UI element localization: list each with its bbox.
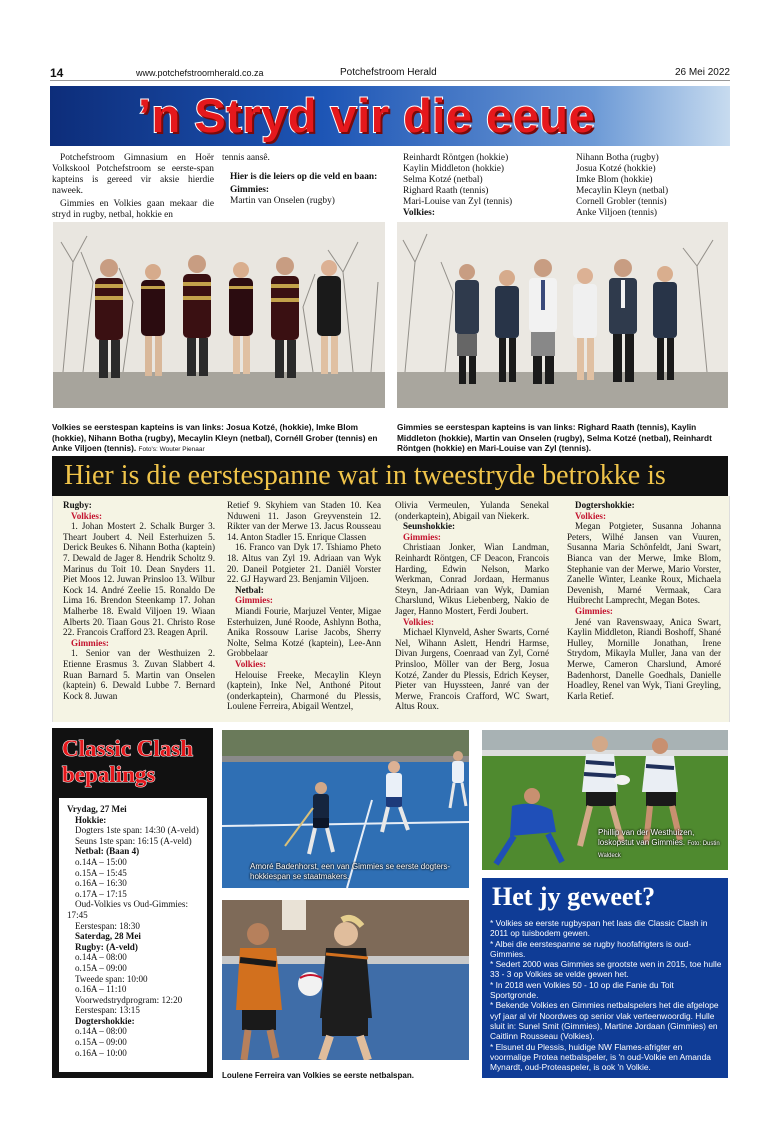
sport-heading: Rugby: xyxy=(63,500,92,510)
intro-col-1 xyxy=(52,153,214,224)
schedule-line: o.16A – 11:10 xyxy=(75,984,127,995)
team-list: 16. Franco van Dyk 17. Tshiamo Pheto 18. Altus van Zyl 19. Adriaan van Wyk 20. Daneil Potgieter 21. Daniël Vorster 22. GJ Hayward 23. Benjamin Viljoen. xyxy=(227,542,381,585)
fact-item: * In 2018 wen Volkies 50 - 10 op die Fanie du Toit Sportgronde. xyxy=(490,979,674,1001)
sport-heading: Netbal: xyxy=(235,584,264,595)
intro-captain: Josua Kotzé (hokkie) xyxy=(576,164,656,175)
schedule-line: o.16A – 16:30 xyxy=(75,878,127,889)
rugby-action-photo xyxy=(482,730,728,870)
clash-title: Classic Clash xyxy=(62,736,193,761)
intro-captain: Imke Blom (hokkie) xyxy=(576,175,653,186)
did-you-know-title: Het jy geweet? xyxy=(492,882,656,911)
roster-col-3 xyxy=(395,500,549,712)
roster-box xyxy=(52,496,730,722)
roster-col-1 xyxy=(63,500,215,701)
team-label: Gimmies: xyxy=(403,531,441,542)
page-number: 14 xyxy=(50,66,64,80)
team-label: Gimmies: xyxy=(575,605,613,616)
schedule-line: Seuns 1ste span: 16:15 (A-veld) xyxy=(75,835,192,846)
schedule-line: o.15A – 09:00 xyxy=(75,1037,127,1048)
schedule-line: Dogtershokkie: xyxy=(75,1015,135,1026)
team-list: Retief 9. Skyhiem van Staden 10. Kea Nduweni 11. Jason Greyvenstein 12. Rikter van der Merwe 13. Jacus Rousseau 14. Anton Stadler 15. Enrique Classen xyxy=(227,500,381,542)
headline: ’n Stryd vir die eeue xyxy=(138,89,596,142)
team-list: Michael Klynveld, Asher Swarts, Corné Nel, Wihann Aslett, Hendri Harmse, Divan Jurgens, Coenraad van Zyl, Corné Prinsloo, Möller van der Berg, Josua Kotzé, Zander du Plessis, Edrich Keyser, Pieter van Huyssteen, Janré van der Merwe, Francois Crafford, WC Swart, Altus Roux. xyxy=(395,627,549,712)
schedule-line: o.14A – 08:00 xyxy=(75,1026,127,1037)
intro-captain: Martin van Onselen (rugby) xyxy=(230,196,335,207)
sport-heading: Dogtershokkie: xyxy=(575,500,635,510)
team-list: 1. Johan Mostert 2. Schalk Burger 3. Theart Joubert 4. Neil Esterhuizen 5. Derick Beukes 6. Nihann Botha (kaptein) 7. Dewald de Jager 8. Hendrik Scholtz 9. Marinus du Toit 10. Dean Snyders 11. Piet Moos 12. Juwan Prinsloo 13. Wilbur Kock 14. André Zeelie 15. Ronaldo De Lima 16. Brendon Steenkamp 17. Johan Malherbe 18. Ewald Viljoen 19. Wiaan Alberts 20. Tiaan Gous 21. Christo Rose 22. Francois Crafford 23. Reagen April. xyxy=(63,521,215,638)
schedule-line: Eerstespan: 13:15 xyxy=(75,1005,140,1016)
headline-banner xyxy=(50,86,730,146)
team-list: Olivia Vermeulen, Yulanda Senekal (onderkaptein), Abigail van Niekerk. xyxy=(395,500,549,521)
roster-col-4 xyxy=(567,500,721,701)
schedule-line: Oud-Volkies vs Oud-Gimmies: 17:45 xyxy=(67,899,188,920)
hockey-action-photo xyxy=(222,730,469,888)
intro-captain: Mari-Louise van Zyl (tennis) xyxy=(403,197,513,208)
schedule-line: o.14A – 15:00 xyxy=(75,856,127,867)
team-list: Helouise Freeke, Mecaylin Kleyn (kaptein), Inke Nel, Anthoné Pitout (onderkaptein), Charmoné du Plessis, Loulene Ferreira, Abigail Wentzel, xyxy=(227,669,381,712)
schedule-line: Dogters 1ste span: 14:30 (A-veld) xyxy=(75,825,199,836)
schedule-line: o.15A – 09:00 xyxy=(75,962,127,973)
fact-item: * Sedert 2000 was Gimmies se grootste wen in 2015, toe hulle 33 - 3 op Volkies se velde gewen het. xyxy=(490,959,722,980)
page-header xyxy=(50,64,730,81)
intro-paragraph: Potchefstroom Gimnasium en Hoër Volkskool Potchefstroom se eerste-span kapteins is gereed vir aksie hierdie naweek. xyxy=(52,153,214,197)
team-list: Megan Potgieter, Susanna Johanna Peters, Wilhé Jansen van Vuuren, Susanna Maria Schönfeldt, Jani Swart, Bianca van der Merwe, Imke Blom, Stephanie van der Merwe, Mario Vorster, Zanelle Winter, Leanke Roux, Michaela Devenish, Marné Vermaak, Cara Huibrecht Lamprecht, Megan Botes. xyxy=(567,521,721,606)
roster-title-band xyxy=(52,456,728,496)
intro-captain: Selma Kotzé (netbal) xyxy=(403,175,483,186)
intro-col-2 xyxy=(222,153,382,207)
intro-captain: Anke Viljoen (tennis) xyxy=(576,208,658,219)
team-list: Jené van Ravenswaay, Anica Swart, Kaylin Middleton, Riandi Boshoff, Shané Hulley, Mornille Jonathan, Irene Strydom, Mikayla Muller, Jana van der Merwe, Cameron Charslund, Amoré Badenhorst, Danelle Goedhals, Danielle Hoadley, Renel van Wyk, Tiani Greyling, Karla Retief. xyxy=(567,616,721,701)
did-you-know-facts xyxy=(490,918,722,1072)
fact-item: * Albei die eerstespanne se rugby hoofafrigters is oud-Gimmies. xyxy=(490,938,692,959)
schedule-line: Hokkie: xyxy=(75,814,107,825)
rugby-photo-caption xyxy=(598,828,726,861)
issue-date: 26 Mei 2022 xyxy=(674,67,730,78)
schedule-line: o.17A – 17:15 xyxy=(75,888,127,899)
gimmies-captains-photo xyxy=(397,222,728,408)
classic-clash-box xyxy=(52,728,213,1078)
team-list: 1. Senior van der Westhuizen 2. Etienne Erasmus 3. Zuvan Slabbert 4. Ruan Barnard 5. Martin van Onselen (kaptein) 6. Dewald Lubbe 7. Bernard Kock 8. Juwan xyxy=(63,648,215,701)
team-label: Volkies: xyxy=(71,510,102,521)
fact-item: * Volkies se eerste rugbyspan het laas die Classic Clash in 2011 op tuisbodem gewen. xyxy=(490,918,708,939)
clash-schedule xyxy=(59,798,207,1072)
roster-title: Hier is die eerstespanne wat in tweestryde betrokke is xyxy=(64,460,666,491)
team-label: Volkies: xyxy=(403,616,434,627)
caption-text: Phillip van der Westhuizen, loskopstut van Gimmies. xyxy=(598,828,695,847)
gimmies-photo-caption xyxy=(397,422,728,454)
intro-captain: Mecaylin Kleyn (netbal) xyxy=(576,186,669,197)
schedule-line: Netbal: (Baan 4) xyxy=(75,846,140,857)
schedule-line: o.16A – 10:00 xyxy=(75,1047,127,1058)
schedule-line: Tweede span: 10:00 xyxy=(75,973,148,984)
schedule-line: o.15A – 15:45 xyxy=(75,867,127,878)
publication-name: Potchefstroom Herald xyxy=(340,67,437,78)
schedule-line: Eerstespan: 18:30 xyxy=(75,920,140,931)
schedule-line: o.14A – 08:00 xyxy=(75,952,127,963)
team-label: Volkies: xyxy=(575,510,606,521)
clash-subtitle: bepalings xyxy=(62,762,156,787)
intro-paragraph: Gimmies en Volkies gaan mekaar die stryd in rugby, netbal, hokkie en xyxy=(52,199,214,221)
intro-col-3 xyxy=(403,153,563,220)
site-url[interactable]: www.potchefstroomherald.co.za xyxy=(136,68,264,78)
fact-item: * Elsunet du Plessis, huidige NW Flames-afrigter en voormalige Protea netbalspeler, is 'n oud-Volkie en Amanda Mynardt, oud-Proteaspeler, is ook 'n Volkie. xyxy=(490,1041,711,1073)
team-label: Gimmies: xyxy=(235,595,273,606)
schedule-line: Saterdag, 28 Mei xyxy=(75,931,141,942)
schedule-line: Rugby: (A-veld) xyxy=(75,941,138,952)
intro-captain: Reinhardt Röntgen (hokkie) xyxy=(403,153,509,163)
sport-heading: Seunshokkie: xyxy=(403,521,456,532)
photo-credit: Foto: Dustin Waldeck xyxy=(598,840,720,859)
did-you-know-box xyxy=(482,878,728,1078)
caption-text: Gimmies se eerstespan kapteins is van links: Righard Raath (tennis), Kaylin Middleton (hokkie), Martin van Onselen (rugby), Selma Kotzé (netbal), Reinhardt Röntgen (hokkie) en Mari-Louise van Zyl (tennis). xyxy=(397,422,712,453)
volkies-photo-caption xyxy=(52,422,386,456)
team-label: Gimmies: xyxy=(71,637,109,648)
intro-captain: Nihann Botha (rugby) xyxy=(576,153,659,163)
team-list: Miandi Fourie, Marjuzel Venter, Migae Esterhuizen, Juné Roode, Ashlynn Botha, Anika Rossouw Larise Jacobs, Sherry Nolte, Selma Kotzé (kaptein), Lee-Ann Grobbelaar xyxy=(227,605,381,659)
netball-action-photo xyxy=(222,900,469,1060)
team-list: Christiaan Jonker, Wian Landman, Reinhardt Röntgen, CF Deacon, Francois Harding, Edwin Nelson, Marko Werkman, Conrad Jordaan, Hermanus Steyn, Jan-Adriaan van Wyk, Damian Charslund, Wikus Liebenberg, Nakio de Jager, Hanno Mostert, Ferdi Joubert. xyxy=(395,542,549,616)
intro-captain: Righard Raath (tennis) xyxy=(403,186,489,197)
intro-captain: Kaylin Middleton (hokkie) xyxy=(403,164,505,175)
photo-credit: Foto's: Wouter Pienaar xyxy=(138,446,205,453)
intro-heading: Hier is die leiers op die veld en baan: xyxy=(230,172,378,183)
schedule-line: Vrydag, 27 Mei xyxy=(67,804,127,814)
fact-item: * Bekende Volkies en Gimmies netbalspelers het die afgelope vyf jaar al vir Noordwes op senior vlak verteenwoordig. Hulle sluit in: Sunel Smit (Gimmies), Martine Jordaan (Gimmies) en Caitlinn Rousseau (Volkies). xyxy=(490,1000,719,1042)
volkies-captains-photo xyxy=(53,222,385,408)
team-label: Volkies: xyxy=(235,658,266,669)
intro-lead: tennis aansê. xyxy=(222,153,270,163)
hockey-photo-caption: Amoré Badenhorst, een van Gimmies se eerste dogters-hokkiespan se staatmakers. xyxy=(250,862,451,881)
intro-captain: Cornell Grobler (tennis) xyxy=(576,197,667,208)
intro-team-label: Gimmies: xyxy=(230,185,270,196)
netball-photo-caption: Loulene Ferreira van Volkies se eerste netbalspan. xyxy=(222,1071,414,1080)
intro-team-label: Volkies: xyxy=(403,208,435,219)
intro-col-4 xyxy=(576,153,728,220)
roster-col-2 xyxy=(227,500,381,712)
schedule-line: Voorwedstrydprogram: 12:20 xyxy=(75,994,183,1005)
caption-text: Volkies se eerstespan kapteins is van links: Josua Kotzé, (hokkie), Imke Blom (hokkie), Nihann Botha (rugby), Mecaylin Kleyn (netbal), Cornéll Grober (tennis) en Anke Viljoen (tennis). xyxy=(52,422,378,453)
